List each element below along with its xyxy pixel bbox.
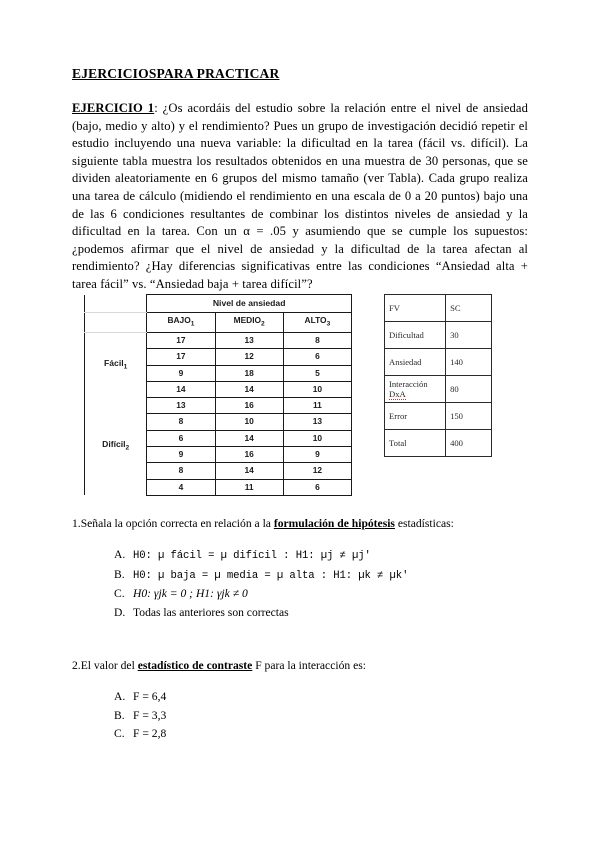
cell-value: 6 — [283, 349, 351, 365]
question-1-stem-after: estadísticas: — [394, 517, 454, 530]
question-2-stem-before: El valor del — [80, 659, 138, 672]
cell-value: 17 — [147, 349, 215, 365]
cell-value: 6 — [147, 430, 215, 446]
cell-value: 14 — [215, 463, 283, 479]
cell-value: 16 — [215, 398, 283, 414]
table-row — [85, 332, 352, 348]
anova-sc-dificultad: 30 — [446, 322, 492, 349]
table-header-group-row — [85, 295, 352, 313]
anova-source-interaccion: Interacción DxA — [385, 376, 446, 403]
cell-value: 11 — [215, 479, 283, 495]
question-1-options — [72, 546, 528, 622]
question-1-block — [72, 516, 528, 622]
group-header-anxiety: Nivel de ansiedad — [147, 295, 352, 313]
row-label-facil: Fácil$_1$ — [85, 332, 147, 397]
anova-header-sc: SC — [446, 295, 492, 322]
anova-sc-interaccion: 80 — [446, 376, 492, 403]
cell-value: 13 — [215, 332, 283, 348]
question-2-keyword: estadístico de contraste — [137, 659, 253, 672]
cell-value: 10 — [283, 430, 351, 446]
anova-source-error: Error — [385, 403, 446, 430]
anova-header-row — [385, 295, 492, 322]
table-row — [385, 403, 492, 430]
anova-sc-total: 400 — [446, 430, 492, 457]
anova-source-dificultad: Dificultad — [385, 322, 446, 349]
question-2-options — [72, 688, 528, 744]
cell-value: 14 — [147, 381, 215, 397]
corner-cell — [85, 295, 147, 313]
question-2-block — [72, 658, 528, 744]
cell-value: 13 — [147, 398, 215, 414]
option-c[interactable]: C. F = 2,8 — [114, 727, 167, 740]
document-content — [72, 66, 528, 740]
column-header-bajo: $BAJO_1$ — [147, 313, 215, 333]
anova-sc-error: 150 — [446, 403, 492, 430]
table-row — [385, 430, 492, 457]
cell-value: 5 — [283, 365, 351, 381]
anova-sc-ansiedad: 140 — [446, 349, 492, 376]
exercise-label: EJERCICIO 1 — [72, 101, 155, 115]
cell-value: 14 — [215, 430, 283, 446]
cell-value: 9 — [147, 365, 215, 381]
question-1-number: 1. — [72, 517, 81, 530]
question-1-stem-before: Señala la opción correcta en relación a la — [80, 517, 274, 530]
page-title: EJERCICIOSPARA PRACTICAR — [72, 66, 280, 81]
table-row — [385, 349, 492, 376]
cell-value: 18 — [215, 365, 283, 381]
anxiety-data-table — [84, 294, 352, 496]
anova-source-total: Total — [385, 430, 446, 457]
cell-value: 16 — [215, 447, 283, 463]
option-a[interactable]: A. F = 6,4 — [114, 690, 167, 703]
cell-value: 8 — [147, 463, 215, 479]
row-label-dificil: Difícil$_2$ — [85, 398, 147, 496]
exercise-paragraph — [72, 100, 528, 294]
question-2-stem-after: F para la interacción es: — [252, 659, 366, 672]
tables-container — [72, 294, 528, 494]
cell-value: 12 — [283, 463, 351, 479]
table-row — [85, 398, 352, 414]
table-row — [385, 322, 492, 349]
anova-source-ansiedad: Ansiedad — [385, 349, 446, 376]
cell-value: 8 — [147, 414, 215, 430]
cell-value: 9 — [283, 447, 351, 463]
question-1-keyword: formulación de hipótesis — [273, 517, 395, 530]
option-a[interactable]: A. H0: µ fácil = µ difícil : H1: µj ≠ µj' — [114, 548, 371, 562]
option-b[interactable]: B. H0: µ baja = µ media = µ alta : H1: µk ≠ µk' — [114, 567, 409, 582]
corner-cell-2 — [85, 313, 147, 333]
cell-value: 6 — [283, 479, 351, 495]
cell-value: 11 — [283, 398, 351, 414]
question-2-number: 2. — [72, 659, 81, 672]
question-2-stem — [72, 658, 528, 674]
anova-header-fv: FV — [385, 295, 446, 322]
cell-value: 14 — [215, 381, 283, 397]
cell-value: 10 — [283, 381, 351, 397]
exercise-body-text: : ¿Os acordáis del estudio sobre la relación entre el nivel de ansiedad (bajo, medio y alto) y el rendimiento? Pues un grupo de investigación decidió repetir el estudio incluyendo una nueva variable: la dificultad en la tarea (fácil vs. difícil). La siguiente tabla muestra los resultados obtenidos en una muestra de 30 personas, que se dividen aleatoriamente en 6 grupos del mismo tamaño (ver Tabla). Cada grupo realiza una tarea de cálculo (midiendo el rendimiento en una escala de 0 a 20 puntos) bajo una de las 6 condiciones resultantes de combinar los distintos niveles de ansiedad y la dificultad en la tarea. Con un α = .05 y asumiendo que se cumple los supuestos: ¿podemos afirmar que el nivel de ansiedad y la dificultad de la tarea afectan al rendimiento? ¿Hay diferencias significativas entre las condiciones “Ansiedad alta + tarea fácil” vs. “Ansiedad baja + tarea difícil”? — [72, 101, 528, 291]
cell-value: 8 — [283, 332, 351, 348]
table-column-header-row — [85, 313, 352, 333]
cell-value: 9 — [147, 447, 215, 463]
cell-value: 10 — [215, 414, 283, 430]
cell-value: 13 — [283, 414, 351, 430]
cell-value: 17 — [147, 332, 215, 348]
cell-value: 4 — [147, 479, 215, 495]
cell-value: 12 — [215, 349, 283, 365]
option-c[interactable]: C. H0: γjk = 0 ; H1: γjk ≠ 0 — [114, 587, 248, 600]
option-b[interactable]: B. F = 3,3 — [114, 708, 167, 722]
anova-summary-table — [384, 294, 492, 457]
option-d[interactable]: D. Todas las anteriores son correctas — [114, 605, 289, 619]
question-1-stem — [72, 516, 528, 532]
column-header-medio: $MEDIO_2$ — [215, 313, 283, 333]
table-row — [385, 376, 492, 403]
column-header-alto: $ALTO_3$ — [283, 313, 351, 333]
